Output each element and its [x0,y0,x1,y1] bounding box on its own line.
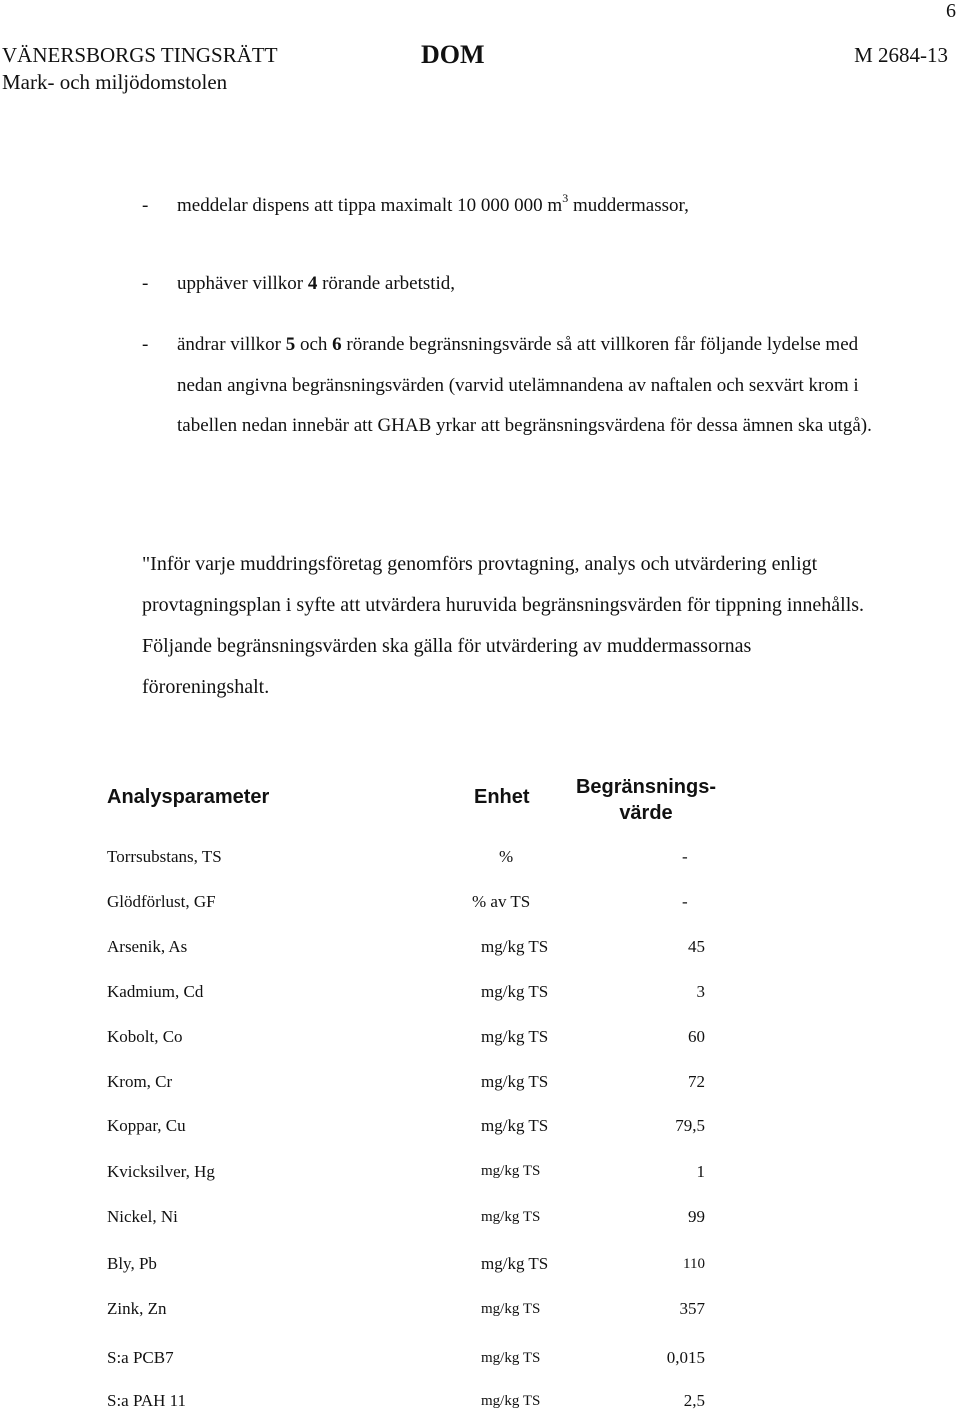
unit-cell: mg/kg TS [481,937,549,956]
case-number: M 2684-13 [854,43,948,67]
limit-cell: 60 [688,1027,705,1046]
param-cell: Kadmium, Cd [107,982,204,1001]
param-cell: Arsenik, As [107,937,188,956]
condition-number: 4 [307,273,318,294]
limit-cell: - [682,847,688,866]
item-text: meddelar dispens att tippa maximalt 10 000 000 m [177,195,563,216]
list-dash: - [142,334,149,355]
column-header-limit-line2: värde [619,802,673,824]
unit-cell: mg/kg TS [481,1254,549,1273]
param-cell: Bly, Pb [107,1254,157,1273]
column-header-limit-line1: Begränsnings- [575,776,717,798]
item-text: muddermassor, [568,195,689,216]
list-item-text [177,186,877,227]
superscript: 3 [562,190,569,205]
param-cell: Nickel, Ni [107,1207,178,1226]
court-department: Mark- och miljödomstolen [2,70,228,94]
limit-cell: - [682,892,688,911]
param-cell: Krom, Cr [107,1072,173,1091]
limit-cell: 79,5 [675,1116,705,1135]
item-text: ändrar villkor [177,334,286,355]
unit-cell: mg/kg TS [481,1027,549,1046]
param-cell: Glödförlust, GF [107,892,216,911]
document-type: DOM [421,40,485,69]
unit-cell: mg/kg TS [481,1209,541,1225]
param-cell: Kvicksilver, Hg [107,1162,215,1181]
limit-cell: 3 [696,982,705,1001]
column-header-limit [566,774,726,826]
list-item-text [177,325,877,447]
unit-cell: mg/kg TS [481,1393,541,1409]
limit-cell: 1 [696,1162,705,1181]
unit-cell: mg/kg TS [481,1072,549,1091]
column-header-param: Analysparameter [107,786,270,808]
item-text: upphäver villkor [177,273,308,294]
quoted-condition: "Inför varje muddringsföretag genomförs provtagning, analys och utvärdering enligt provtagningsplan i syfte att utvärdera huruvida begränsningsvärden för tippning innehålls. Följande begränsningsvärden ska gälla för utvärdering av muddermassornas föroreningshalt. [142,553,865,698]
param-cell: S:a PAH 11 [107,1391,187,1410]
list-dash: - [142,273,149,294]
param-cell: Koppar, Cu [107,1116,186,1135]
court-name: VÄNERSBORGS TINGSRÄTT [2,43,278,67]
unit-cell: % av TS [472,892,531,911]
item-text: och [295,334,333,355]
limit-cell: 99 [688,1207,705,1226]
column-header-unit: Enhet [474,786,530,808]
list-dash: - [142,195,149,216]
param-cell: Zink, Zn [107,1299,167,1318]
limit-cell: 2,5 [683,1391,705,1410]
limit-cell: 110 [683,1256,705,1272]
condition-number: 6 [332,334,342,355]
item-text: rörande begränsningsvärde så att villkoren får följande lydelse med nedan angivna begränsningsvärden (varvid utelämnandena av naftalen och sexvärt krom i tabellen nedan innebär att GHAB yrkar att begränsningsvärdena för dessa ämnen ska utgå). [177,334,872,436]
unit-cell: mg/kg TS [481,1301,541,1317]
unit-cell: mg/kg TS [481,1163,541,1179]
param-cell: Kobolt, Co [107,1027,183,1046]
limit-cell: 72 [688,1072,705,1091]
unit-cell: mg/kg TS [481,1350,541,1366]
item-text: rörande arbetstid, [317,273,456,294]
limit-cell: 45 [688,937,705,956]
param-cell: Torrsubstans, TS [107,847,222,866]
unit-cell: % [499,847,514,866]
page-number: 6 [946,0,956,22]
limit-cell: 0,015 [666,1348,705,1367]
limit-cell: 357 [679,1299,705,1318]
unit-cell: mg/kg TS [481,982,549,1001]
list-item-text [177,264,877,305]
param-cell: S:a PCB7 [107,1348,174,1367]
condition-number: 5 [285,334,296,355]
unit-cell: mg/kg TS [481,1116,549,1135]
